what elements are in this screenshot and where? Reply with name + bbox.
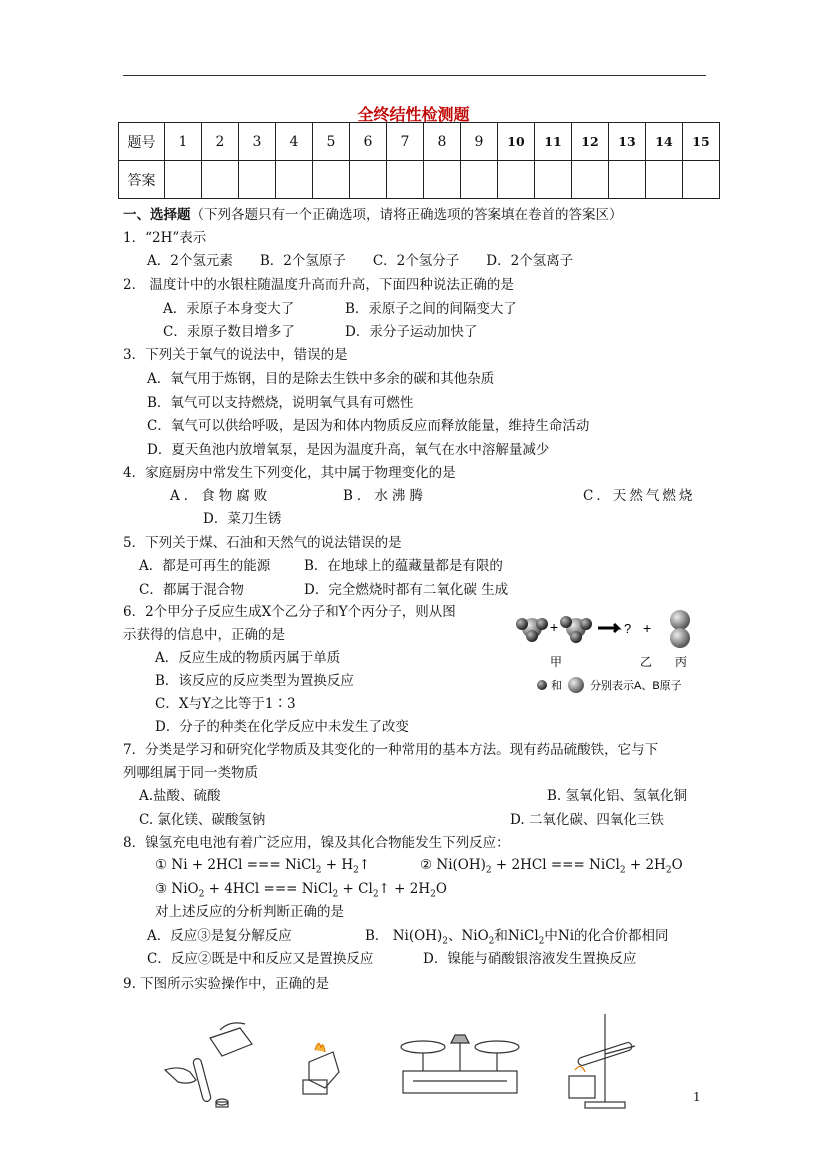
q7-stem-line1: 7．分类是学习和研究化学物质及其变化的一种常用的基本方法。现有药品硫酸铁，它与下 [123,742,659,758]
q3-option-d: D．夏天鱼池内放增氧泵，是因为温度升高，氧气在水中溶解量减少 [147,442,550,458]
q4-option-c: C．天然气燃烧 [583,488,696,504]
molecule-jia-2 [560,616,592,643]
molecule-bing [670,610,690,648]
q5-option-c: C．都属于混合物 [139,582,244,598]
pouring-liquid-figure [160,1010,270,1110]
legend-text: 分别表示A、B原子 [590,680,682,692]
q8-option-c: C．反应②既是中和反应又是置换反应 [147,951,374,967]
svg-text:+: + [550,619,559,635]
q2-stem: 2． 温度计中的水银柱随温度升高而升高，下面四种说法正确的是 [123,277,514,293]
atom-a-icon [537,680,547,690]
q5-option-d: D．完全燃烧时都有二氧化碳 生成 [304,582,509,598]
svg-text:+: + [643,620,652,636]
q2-option-a: A．汞原子本身变大了 [163,301,295,317]
q3-option-a: A．氧气用于炼钢，目的是除去生铁中多余的碳和其他杂质 [147,371,495,387]
q1-options: A．2个氢元素 B．2个氢原子 C．2个氢分子 D．2个氢离子 [147,253,574,269]
answer-row [119,161,720,199]
qnum-cell: 7 [387,123,424,161]
qnum-cell: 3 [239,123,276,161]
row-label: 答案 [119,161,165,199]
q2-option-d: D．汞分子运动加快了 [345,324,478,340]
answer-cell[interactable] [350,161,387,199]
q7-option-a: A.盐酸、硫酸 [139,788,221,804]
q3-stem: 3．下列关于氧气的说法中，错误的是 [123,347,348,363]
q3-option-c: C．氧气可以供给呼吸，是因为和体内物质反应而释放能量，维持生命活动 [147,418,590,434]
molecule-jia-1 [516,618,548,642]
qnum-cell: 15 [683,123,720,161]
qnum-cell: 13 [609,123,646,161]
q6-stem-line2: 示获得的信息中，正确的是 [123,627,285,643]
page-title: 全终结性检测题 [357,105,470,124]
atom-b-icon [568,677,584,693]
label-yi: 乙 [640,655,653,669]
q2-option-c: C．汞原子数目增多了 [163,324,295,340]
balance-figure [395,1025,525,1110]
answer-cell[interactable] [461,161,498,199]
q8-reaction-1: ① Ni + 2HCl === NiCl$_2$ + $H_2↑$ [155,857,371,876]
legend-and: 和 [551,680,562,692]
heating-apparatus-figure [555,1010,645,1110]
answer-cell[interactable] [609,161,646,199]
q8-option-d: D．镍能与硝酸银溶液发生置换反应 [423,951,637,967]
qnum-cell: 11 [535,123,572,161]
question-number-row [119,123,720,161]
qnum-cell: 9 [461,123,498,161]
q8-option-a: A．反应③是复分解反应 [147,928,292,944]
q3-option-b: B．氧气可以支持燃烧，说明氧气具有可燃性 [147,395,414,411]
answer-cell[interactable] [498,161,535,199]
q7-stem-line2: 列哪组属于同一类物质 [123,765,258,781]
q7-option-c: C. 氯化镁、碳酸氢钠 [139,812,266,828]
answer-table [118,122,720,199]
q8-reaction-2: ② $Ni(OH)_2 + 2HCl$ === NiCl$_2$ + $2H_2O$ [420,857,683,876]
qnum-cell: 6 [350,123,387,161]
q5-stem: 5．下列关于煤、石油和天然气的说法错误的是 [123,535,402,551]
q1-stem: 1．“2H”表示 [123,230,207,246]
q2-option-b: B．汞原子之间的间隔变大了 [345,301,517,317]
section-instruction: （下列各题只有一个正确选项，请将正确选项的答案填在卷首的答案区） [190,207,623,223]
qnum-cell: 14 [646,123,683,161]
q6-option-c: C．X与Y之比等于1∶3 [155,696,296,712]
label-bing: 丙 [675,655,688,669]
q6-option-b: B．该反应的反应类型为置换反应 [155,673,354,689]
label-jia: 甲 [550,655,563,669]
q8-stem: 8．镍氢充电电池有着广泛应用，镍及其化合物能发生下列反应： [123,835,510,851]
answer-cell[interactable] [313,161,350,199]
answer-cell[interactable] [535,161,572,199]
page-number: 1 [693,1090,701,1104]
answer-cell[interactable] [424,161,461,199]
header-rule [123,75,706,76]
qnum-cell: 2 [202,123,239,161]
q8-option-b: B． $Ni(OH)_2$、NiO$_2$和NiCl$_2$中Ni的化合价都相同 [365,928,669,947]
q7-option-d: D. 二氧化碳、四氧化三铁 [510,812,664,828]
alcohol-lamp-figure [295,1030,355,1110]
arrow-icon [598,624,618,632]
q8-reaction-3: ③ NiO$_2$ + 4HCl === NiCl$_2$ + $Cl_2↑ + 2H_2O$ [155,881,447,900]
q9-stem: 9. 下图所示实验操作中，正确的是 [123,976,330,992]
answer-cell[interactable] [646,161,683,199]
q6-option-a: A．反应生成的物质丙属于单质 [155,650,341,666]
q6-option-d: D．分子的种类在化学反应中未发生了改变 [155,719,409,735]
qnum-cell: 8 [424,123,461,161]
q7-option-b: B. 氢氧化铝、氢氧化铜 [547,788,688,804]
answer-cell[interactable] [387,161,424,199]
qnum-cell: 4 [276,123,313,161]
answer-cell[interactable] [572,161,609,199]
answer-cell[interactable] [683,161,720,199]
q8-ask: 对上述反应的分析判断正确的是 [155,904,344,920]
q4-stem: 4．家庭厨房中常发生下列变化，其中属于物理变化的是 [123,465,456,481]
q4-option-b: B．水沸腾 [343,488,427,504]
qnum-cell: 5 [313,123,350,161]
answer-cell[interactable] [165,161,202,199]
section-title: 一、选择题 [123,207,191,223]
qnum-cell: 10 [498,123,535,161]
answer-cell[interactable] [202,161,239,199]
qnum-cell: 1 [165,123,202,161]
q4-option-d: D．菜刀生锈 [203,511,282,527]
row-label: 题号 [119,123,165,161]
qnum-cell: 12 [572,123,609,161]
answer-cell[interactable] [239,161,276,199]
answer-cell[interactable] [276,161,313,199]
q5-option-a: A．都是可再生的能源 [139,558,271,574]
section-heading [123,207,623,223]
q6-stem-line1: 6．2个甲分子反应生成X个乙分子和Y个丙分子，则从图 [123,604,456,620]
q5-option-b: B．在地球上的蕴藏量都是有限的 [304,558,503,574]
reaction-diagram [510,608,715,700]
q4-option-a: A．食物腐败 [170,488,272,504]
unknown-mark: ? [624,621,632,636]
